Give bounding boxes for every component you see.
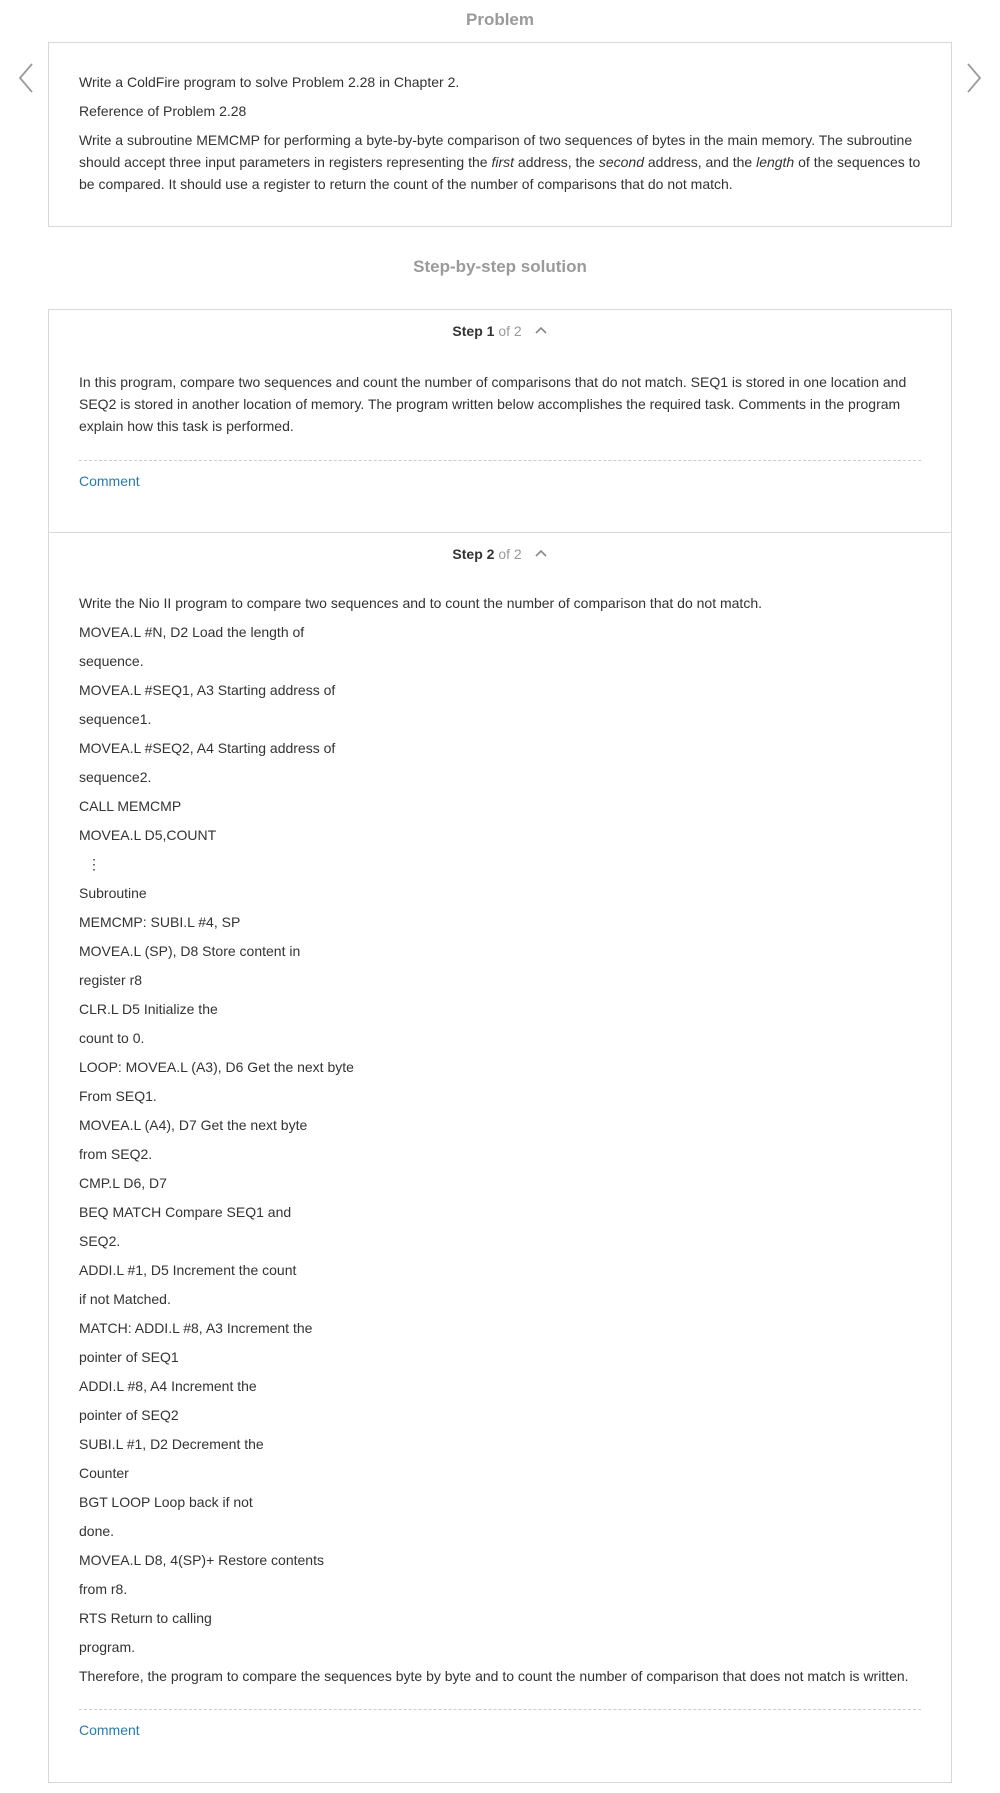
code-line: MOVEA.L D5,COUNT xyxy=(79,827,217,843)
code-line: BEQ MATCH Compare SEQ1 and xyxy=(79,1204,292,1220)
step-1-header[interactable] xyxy=(49,310,951,343)
chevron-up-icon[interactable] xyxy=(534,545,548,561)
code-line: Counter xyxy=(79,1465,129,1481)
code-line: sequence. xyxy=(79,653,144,669)
step-1 xyxy=(49,310,951,533)
problem-card xyxy=(48,42,952,227)
code-line: MOVEA.L #N, D2 Load the length of xyxy=(79,624,305,640)
problem-heading: Problem xyxy=(465,10,535,29)
code-line: sequence2. xyxy=(79,769,152,785)
code-line: From SEQ1. xyxy=(79,1088,157,1104)
code-block-main xyxy=(79,618,921,850)
code-line: LOOP: MOVEA.L (A3), D6 Get the next byte xyxy=(79,1059,354,1075)
chevron-left-icon xyxy=(12,60,40,96)
code-line: if not Matched. xyxy=(79,1291,171,1307)
code-line: MOVEA.L #SEQ1, A3 Starting address of xyxy=(79,682,336,698)
chevron-up-icon[interactable] xyxy=(534,322,548,338)
code-line: SEQ2. xyxy=(79,1233,121,1249)
code-line: MOVEA.L (A4), D7 Get the next byte xyxy=(79,1117,308,1133)
code-line: sequence1. xyxy=(79,711,152,727)
code-line: ADDI.L #8, A4 Increment the xyxy=(79,1378,257,1394)
code-line: MATCH: ADDI.L #8, A3 Increment the xyxy=(79,1320,313,1336)
code-line: from SEQ2. xyxy=(79,1146,153,1162)
code-line: MOVEA.L (SP), D8 Store content in xyxy=(79,943,301,959)
previous-problem-button[interactable] xyxy=(12,60,40,96)
step-1-label: Step 1 xyxy=(452,323,495,339)
step-2-label: Step 2 xyxy=(452,546,495,562)
code-line: SUBI.L #1, D2 Decrement the xyxy=(79,1436,264,1452)
code-line: RTS Return to calling xyxy=(79,1610,212,1626)
step-2 xyxy=(49,533,951,1740)
code-line: MEMCMP: SUBI.L #4, SP xyxy=(79,914,241,930)
code-line: BGT LOOP Loop back if not xyxy=(79,1494,253,1510)
step-2-count: of 2 xyxy=(498,546,522,562)
step-1-count: of 2 xyxy=(498,323,522,339)
divider xyxy=(79,1709,921,1710)
code-line: ADDI.L #1, D5 Increment the count xyxy=(79,1262,297,1278)
code-line: CALL MEMCMP xyxy=(79,798,182,814)
step-1-comment-link[interactable]: Comment xyxy=(79,473,140,489)
code-line: from r8. xyxy=(79,1581,128,1597)
code-line: MOVEA.L #SEQ2, A4 Starting address of xyxy=(79,740,336,756)
next-problem-button[interactable] xyxy=(960,60,988,96)
solution-heading: Step-by-step solution xyxy=(413,257,587,276)
code-line: CMP.L D6, D7 xyxy=(79,1175,167,1191)
code-line: Subroutine xyxy=(79,885,147,901)
code-line: pointer of SEQ1 xyxy=(79,1349,179,1365)
step-2-comment-link[interactable]: Comment xyxy=(79,1722,140,1738)
code-line: done. xyxy=(79,1523,115,1539)
code-line: CLR.L D5 Initialize the xyxy=(79,1001,218,1017)
problem-description: Write a subroutine MEMCMP for performing a byte-by-byte comparison of two sequences of bytes in the main memory. The subroutine should accept three input parameters in registers representing the first address, the second address, and the length of the sequences to be compared. It should use a register to return the count of the number of comparisons that do not match. xyxy=(79,132,921,192)
solution-card xyxy=(48,309,952,1783)
divider xyxy=(79,460,921,461)
code-line: pointer of SEQ2 xyxy=(79,1407,179,1423)
step-2-conclusion: Therefore, the program to compare the sequences byte by byte and to count the number of comparison that does not match is written. xyxy=(79,1668,909,1684)
code-line: register r8 xyxy=(79,972,143,988)
code-block-subroutine xyxy=(79,879,921,1662)
chevron-right-icon xyxy=(960,60,988,96)
step-2-header[interactable] xyxy=(49,533,951,566)
code-line: program. xyxy=(79,1639,136,1655)
problem-statement: Write a ColdFire program to solve Problem 2.28 in Chapter 2. xyxy=(79,74,460,90)
code-line: count to 0. xyxy=(79,1030,145,1046)
ellipsis: ⋮ xyxy=(87,856,101,872)
step-1-text: In this program, compare two sequences and count the number of comparisons that do not match. SEQ1 is stored in one location and SEQ2 is stored in another location of memory. The program written below accomplishes the required task. Comments in the program explain how this task is performed. xyxy=(79,374,907,434)
code-line: MOVEA.L D8, 4(SP)+ Restore contents xyxy=(79,1552,324,1568)
problem-reference: Reference of Problem 2.28 xyxy=(79,103,247,119)
step-2-intro: Write the Nio II program to compare two sequences and to count the number of comparison that do not match. xyxy=(79,595,762,611)
